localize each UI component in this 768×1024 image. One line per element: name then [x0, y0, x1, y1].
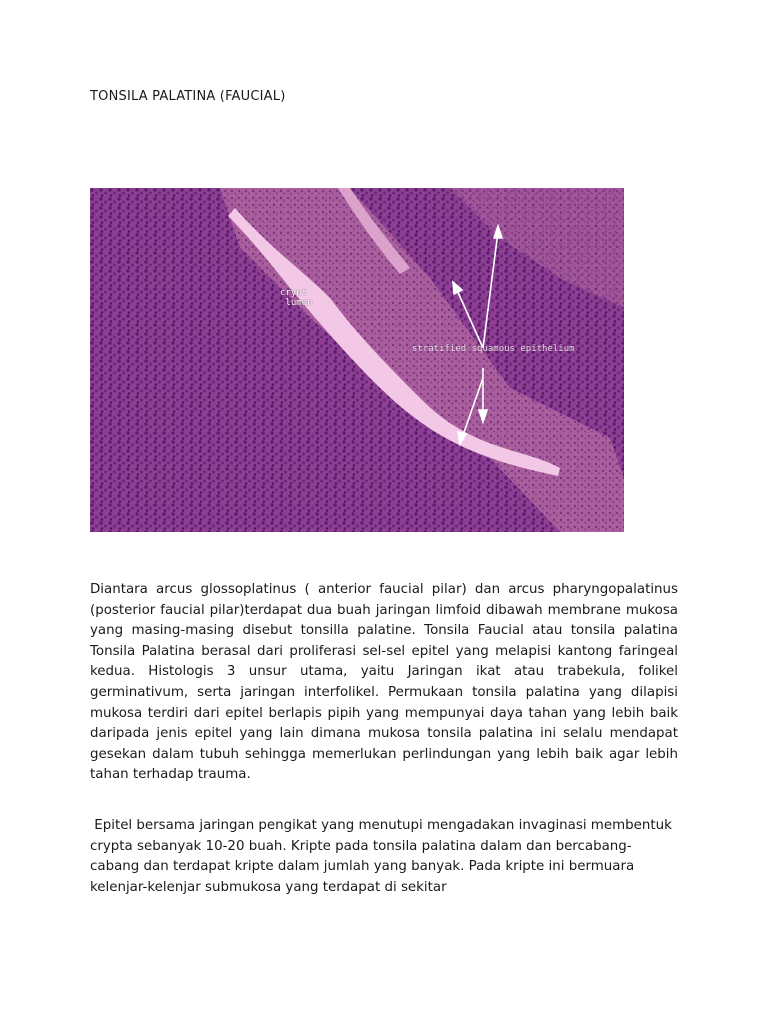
micrograph-image	[90, 188, 624, 532]
page-title: TONSILA PALATINA (FAUCIAL)	[90, 89, 286, 104]
paragraph-2: Epitel bersama jaringan pengikat yang menutupi mengadakan invaginasi membentuk crypta sebanyak 10-20 buah. Kripte pada tonsila palatina dalam dan bercabang-cabang dan terdapat kripte dalam jumlah yang banyak. Pada kripte ini bermuara kelenjar-kelenjar submukosa yang terdapat di sekitar	[90, 818, 677, 895]
paragraph-1: Diantara arcus glossoplatinus ( anterior faucial pilar) dan arcus pharyngopalatinus (posterior faucial pilar)terdapat dua buah jaringan limfoid dibawah membrane mukosa yang masing-masing disebut tonsilla palatine. Tonsila Faucial atau tonsila palatina Tonsila Palatina berasal dari proliferasi sel-sel epitel yang melapisi kantong faringeal kedua. Histologis 3 unsur utama, yaitu Jaringan ikat atau trabekula, folikel germinativum, serta jaringan interfolikel. Permukaan tonsila palatina yang dilapisi mukosa terdiri dari epitel berlapis pipih yang mempunyai daya tahan yang lebih baik daripada jenis epitel yang lain dimana mukosa tonsila palatina ini selalu mendapat gesekan dalam tubuh sehingga memerlukan perlindungan yang lebih baik agar lebih tahan terhadap trauma.	[90, 582, 678, 783]
histology-micrograph	[90, 188, 624, 532]
crypt-lumen-label: crypt lumen	[280, 288, 313, 308]
epithelium-label: stratified squamous epithelium	[412, 344, 575, 354]
